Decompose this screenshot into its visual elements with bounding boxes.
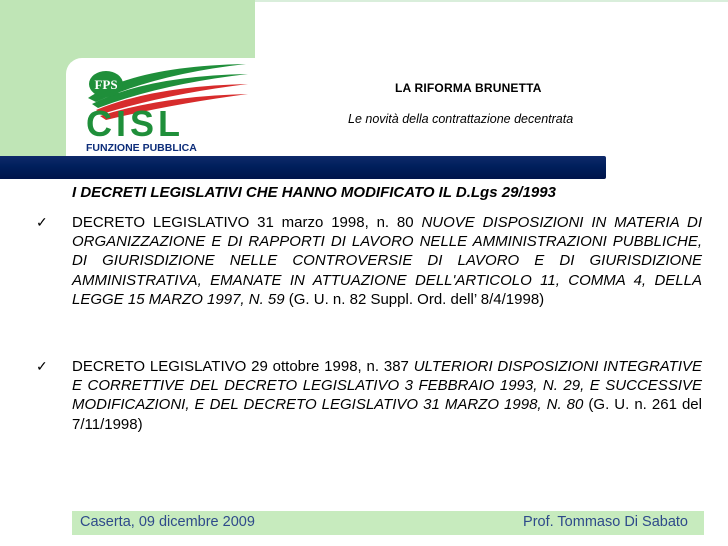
cisl-logo-graphic <box>66 58 256 156</box>
decree-text <box>72 213 702 309</box>
decree-title: DECRETO LEGISLATIVO 29 ottobre 1998, n. 387 <box>72 358 409 375</box>
checkmark-bullet-icon: ✓ <box>36 358 48 374</box>
footer-date: Caserta, 09 dicembre 2009 <box>80 514 255 530</box>
presentation-title: LA RIFORMA BRUNETTA <box>395 81 542 95</box>
cisl-wordmark: CISL <box>86 103 185 144</box>
presentation-subtitle: Le novità della contrattazione decentrata <box>348 112 574 126</box>
section-heading: I DECRETI LEGISLATIVI CHE HANNO MODIFICATO IL D.Lgs 29/1993 <box>72 184 556 201</box>
checkmark-bullet-icon: ✓ <box>36 214 48 230</box>
title-divider-bar <box>0 156 606 179</box>
decree-description: NUOVE DISPOSIZIONI IN MATERIA DI ORGANIZZAZIONE E DI RAPPORTI DI LAVORO NELLE AMMINISTRAZIONI PUBBLICHE, DI GIURISDIZIONE NELLE CONTROVERSIE DI LAVORO E DI GIURISDIZIONE AMMINISTRATIVA, EMANATE IN ATTUAZIONE DELL'ARTICOLO 11, COMMA 4, DELLA LEGGE 15 MARZO 1997, N. 59 <box>72 214 702 308</box>
cisl-logo <box>66 58 256 156</box>
fps-badge-text: FPS <box>94 77 118 92</box>
cisl-tagline: FUNZIONE PUBBLICA <box>86 142 197 154</box>
footer-author: Prof. Tommaso Di Sabato <box>523 514 688 530</box>
decree-title: DECRETO LEGISLATIVO 31 marzo 1998, n. 80 <box>72 214 414 231</box>
decree-reference: (G. U. n. 261 del 7/11/1998) <box>72 396 702 433</box>
footer-bar <box>72 511 704 535</box>
decree-description: ULTERIORI DISPOSIZIONI INTEGRATIVE E CORRETTIVE DEL DECRETO LEGISLATIVO 3 FEBBRAIO 1993, N. 29, E SUCCESSIVE MODIFICAZIONI, E DEL DECRETO LEGISLATIVO 31 MARZO 1998, N. 80 <box>72 358 703 414</box>
decree-reference: (G. U. n. 82 Suppl. Ord. dell’ 8/4/1998) <box>288 290 545 308</box>
decree-text <box>72 357 702 434</box>
